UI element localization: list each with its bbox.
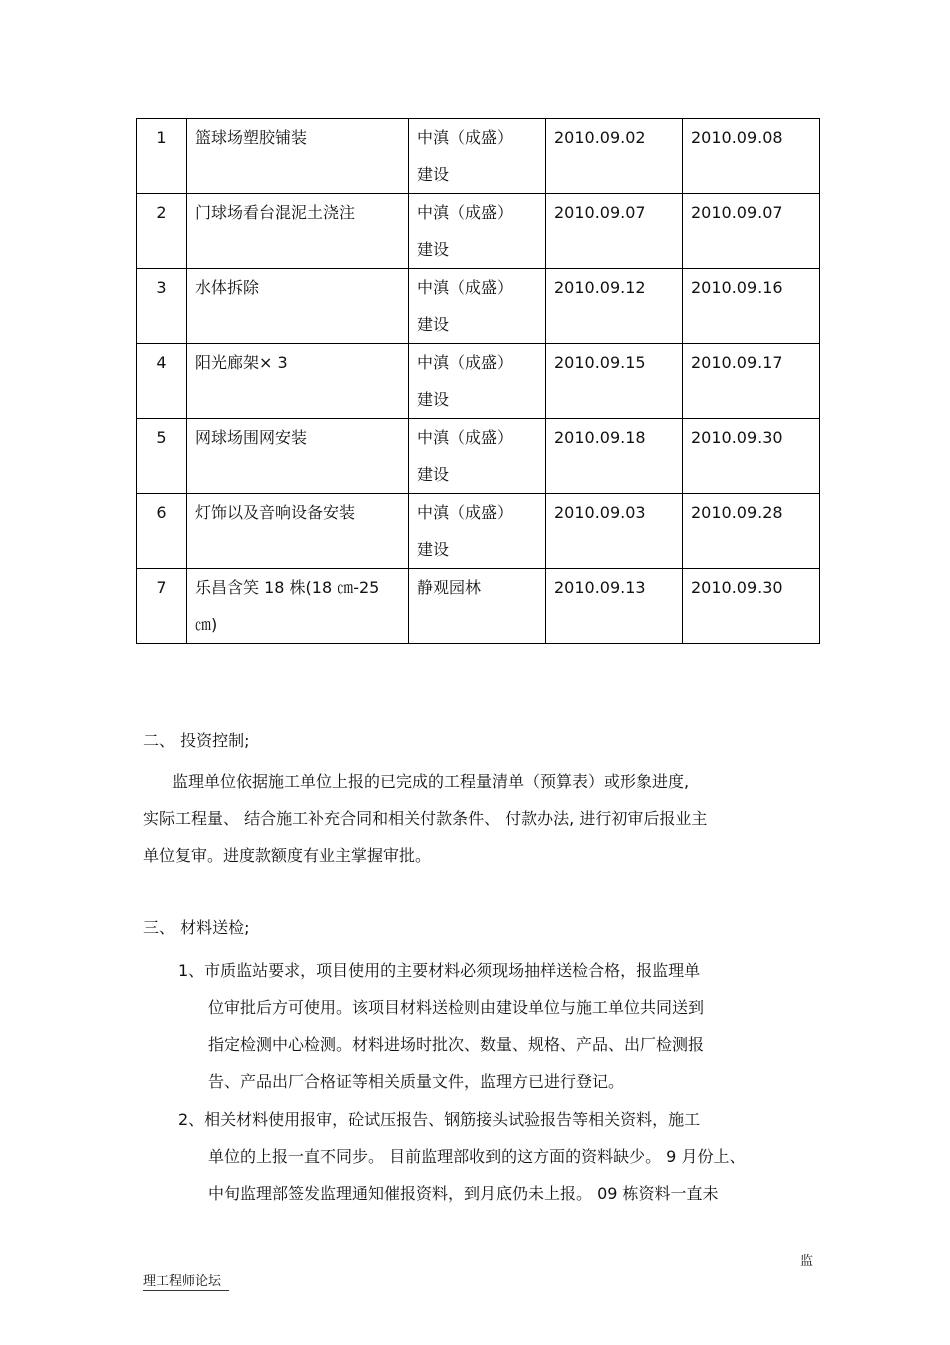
- table-row: [137, 194, 820, 269]
- materials-item2-line-1: 2、相关材料使用报审，砼试压报告、钢筋接头试验报告等相关资料，施工: [178, 1110, 701, 1129]
- construction-unit-line: 建设: [417, 540, 450, 559]
- row-number: 6: [137, 494, 187, 569]
- start-date: 2010.09.07: [546, 194, 683, 269]
- table-row: [137, 344, 820, 419]
- materials-item2-line-2: 单位的上报一直不同步。 目前监理部收到的这方面的资料缺少。 9 月份上、: [208, 1147, 746, 1166]
- construction-unit-line: 建设: [417, 240, 450, 259]
- work-item-line: 乐昌含笑 18 株(18 ㎝-25: [195, 578, 380, 597]
- work-item: [187, 194, 409, 269]
- end-date: 2010.09.28: [683, 494, 820, 569]
- work-item-line: 门球场看台混泥土浇注: [195, 203, 356, 222]
- row-number: 1: [137, 119, 187, 194]
- work-item: [187, 269, 409, 344]
- works-table-body: [137, 119, 820, 644]
- end-date: 2010.09.17: [683, 344, 820, 419]
- work-item: [187, 119, 409, 194]
- row-number: 4: [137, 344, 187, 419]
- table-row: [137, 569, 820, 644]
- work-item-line: 网球场围网安装: [195, 428, 308, 447]
- end-date: 2010.09.30: [683, 419, 820, 494]
- investment-line-1: 监理单位依据施工单位上报的已完成的工程量清单（预算表）或形象进度,: [172, 772, 690, 791]
- construction-unit-line: 中滇（成盛）: [417, 503, 514, 522]
- end-date: 2010.09.16: [683, 269, 820, 344]
- start-date: 2010.09.18: [546, 419, 683, 494]
- materials-item2-line-3: 中旬监理部签发监理通知催报资料，到月底仍未上报。 09 栋资料一直未: [208, 1184, 719, 1203]
- construction-unit-line: 建设: [417, 390, 450, 409]
- construction-unit-line: 建设: [417, 465, 450, 484]
- end-date: 2010.09.08: [683, 119, 820, 194]
- materials-item1-line-2: 位审批后方可使用。该项目材料送检则由建设单位与施工单位共同送到: [208, 998, 705, 1017]
- construction-unit-line: 中滇（成盛）: [417, 353, 514, 372]
- work-item: [187, 494, 409, 569]
- construction-unit-line: 中滇（成盛）: [417, 128, 514, 147]
- investment-line-3: 单位复审。进度款额度有业主掌握审批。: [143, 846, 432, 865]
- investment-heading: 二、 投资控制;: [143, 731, 250, 750]
- work-item-line: ㎝): [195, 615, 218, 634]
- work-item-line: 灯饰以及音响设备安装: [195, 503, 356, 522]
- table-row: [137, 419, 820, 494]
- materials-item1-line-4: 告、产品出厂合格证等相关质量文件，监理方已进行登记。: [208, 1072, 625, 1091]
- work-item-line: 水体拆除: [195, 278, 260, 297]
- materials-item1-line-1: 1、市质监站要求，项目使用的主要材料必须现场抽样送检合格，报监理单: [178, 961, 701, 980]
- construction-unit-line: 建设: [417, 315, 450, 334]
- materials-heading: 三、 材料送检;: [143, 918, 250, 937]
- end-date: 2010.09.30: [683, 569, 820, 644]
- row-number: 3: [137, 269, 187, 344]
- start-date: 2010.09.13: [546, 569, 683, 644]
- construction-unit-line: 静观园林: [417, 578, 482, 597]
- materials-item1-line-3: 指定检测中心检测。材料进场时批次、数量、规格、产品、出厂检测报: [208, 1035, 705, 1054]
- work-item: [187, 344, 409, 419]
- investment-line-2: 实际工程量、 结合施工补充合同和相关付款条件、 付款办法, 进行初审后报业主: [143, 809, 708, 828]
- row-number: 7: [137, 569, 187, 644]
- works-table: [136, 118, 820, 644]
- construction-unit-line: 中滇（成盛）: [417, 428, 514, 447]
- row-number: 5: [137, 419, 187, 494]
- construction-unit: [409, 269, 546, 344]
- row-number: 2: [137, 194, 187, 269]
- footer-left-link[interactable]: 理工程师论坛: [143, 1270, 229, 1291]
- start-date: 2010.09.02: [546, 119, 683, 194]
- construction-unit-line: 中滇（成盛）: [417, 203, 514, 222]
- construction-unit: [409, 494, 546, 569]
- construction-unit: [409, 119, 546, 194]
- start-date: 2010.09.15: [546, 344, 683, 419]
- table-row: [137, 269, 820, 344]
- start-date: 2010.09.03: [546, 494, 683, 569]
- table-row: [137, 494, 820, 569]
- construction-unit: [409, 194, 546, 269]
- table-row: [137, 119, 820, 194]
- work-item: [187, 569, 409, 644]
- work-item: [187, 419, 409, 494]
- work-item-line: 篮球场塑胶铺装: [195, 128, 308, 147]
- construction-unit-line: 建设: [417, 165, 450, 184]
- construction-unit: [409, 419, 546, 494]
- construction-unit: [409, 344, 546, 419]
- construction-unit: [409, 569, 546, 644]
- footer-right-text: 监: [800, 1254, 814, 1269]
- end-date: 2010.09.07: [683, 194, 820, 269]
- work-item-line: 阳光廊架× 3: [195, 353, 288, 372]
- construction-unit-line: 中滇（成盛）: [417, 278, 514, 297]
- start-date: 2010.09.12: [546, 269, 683, 344]
